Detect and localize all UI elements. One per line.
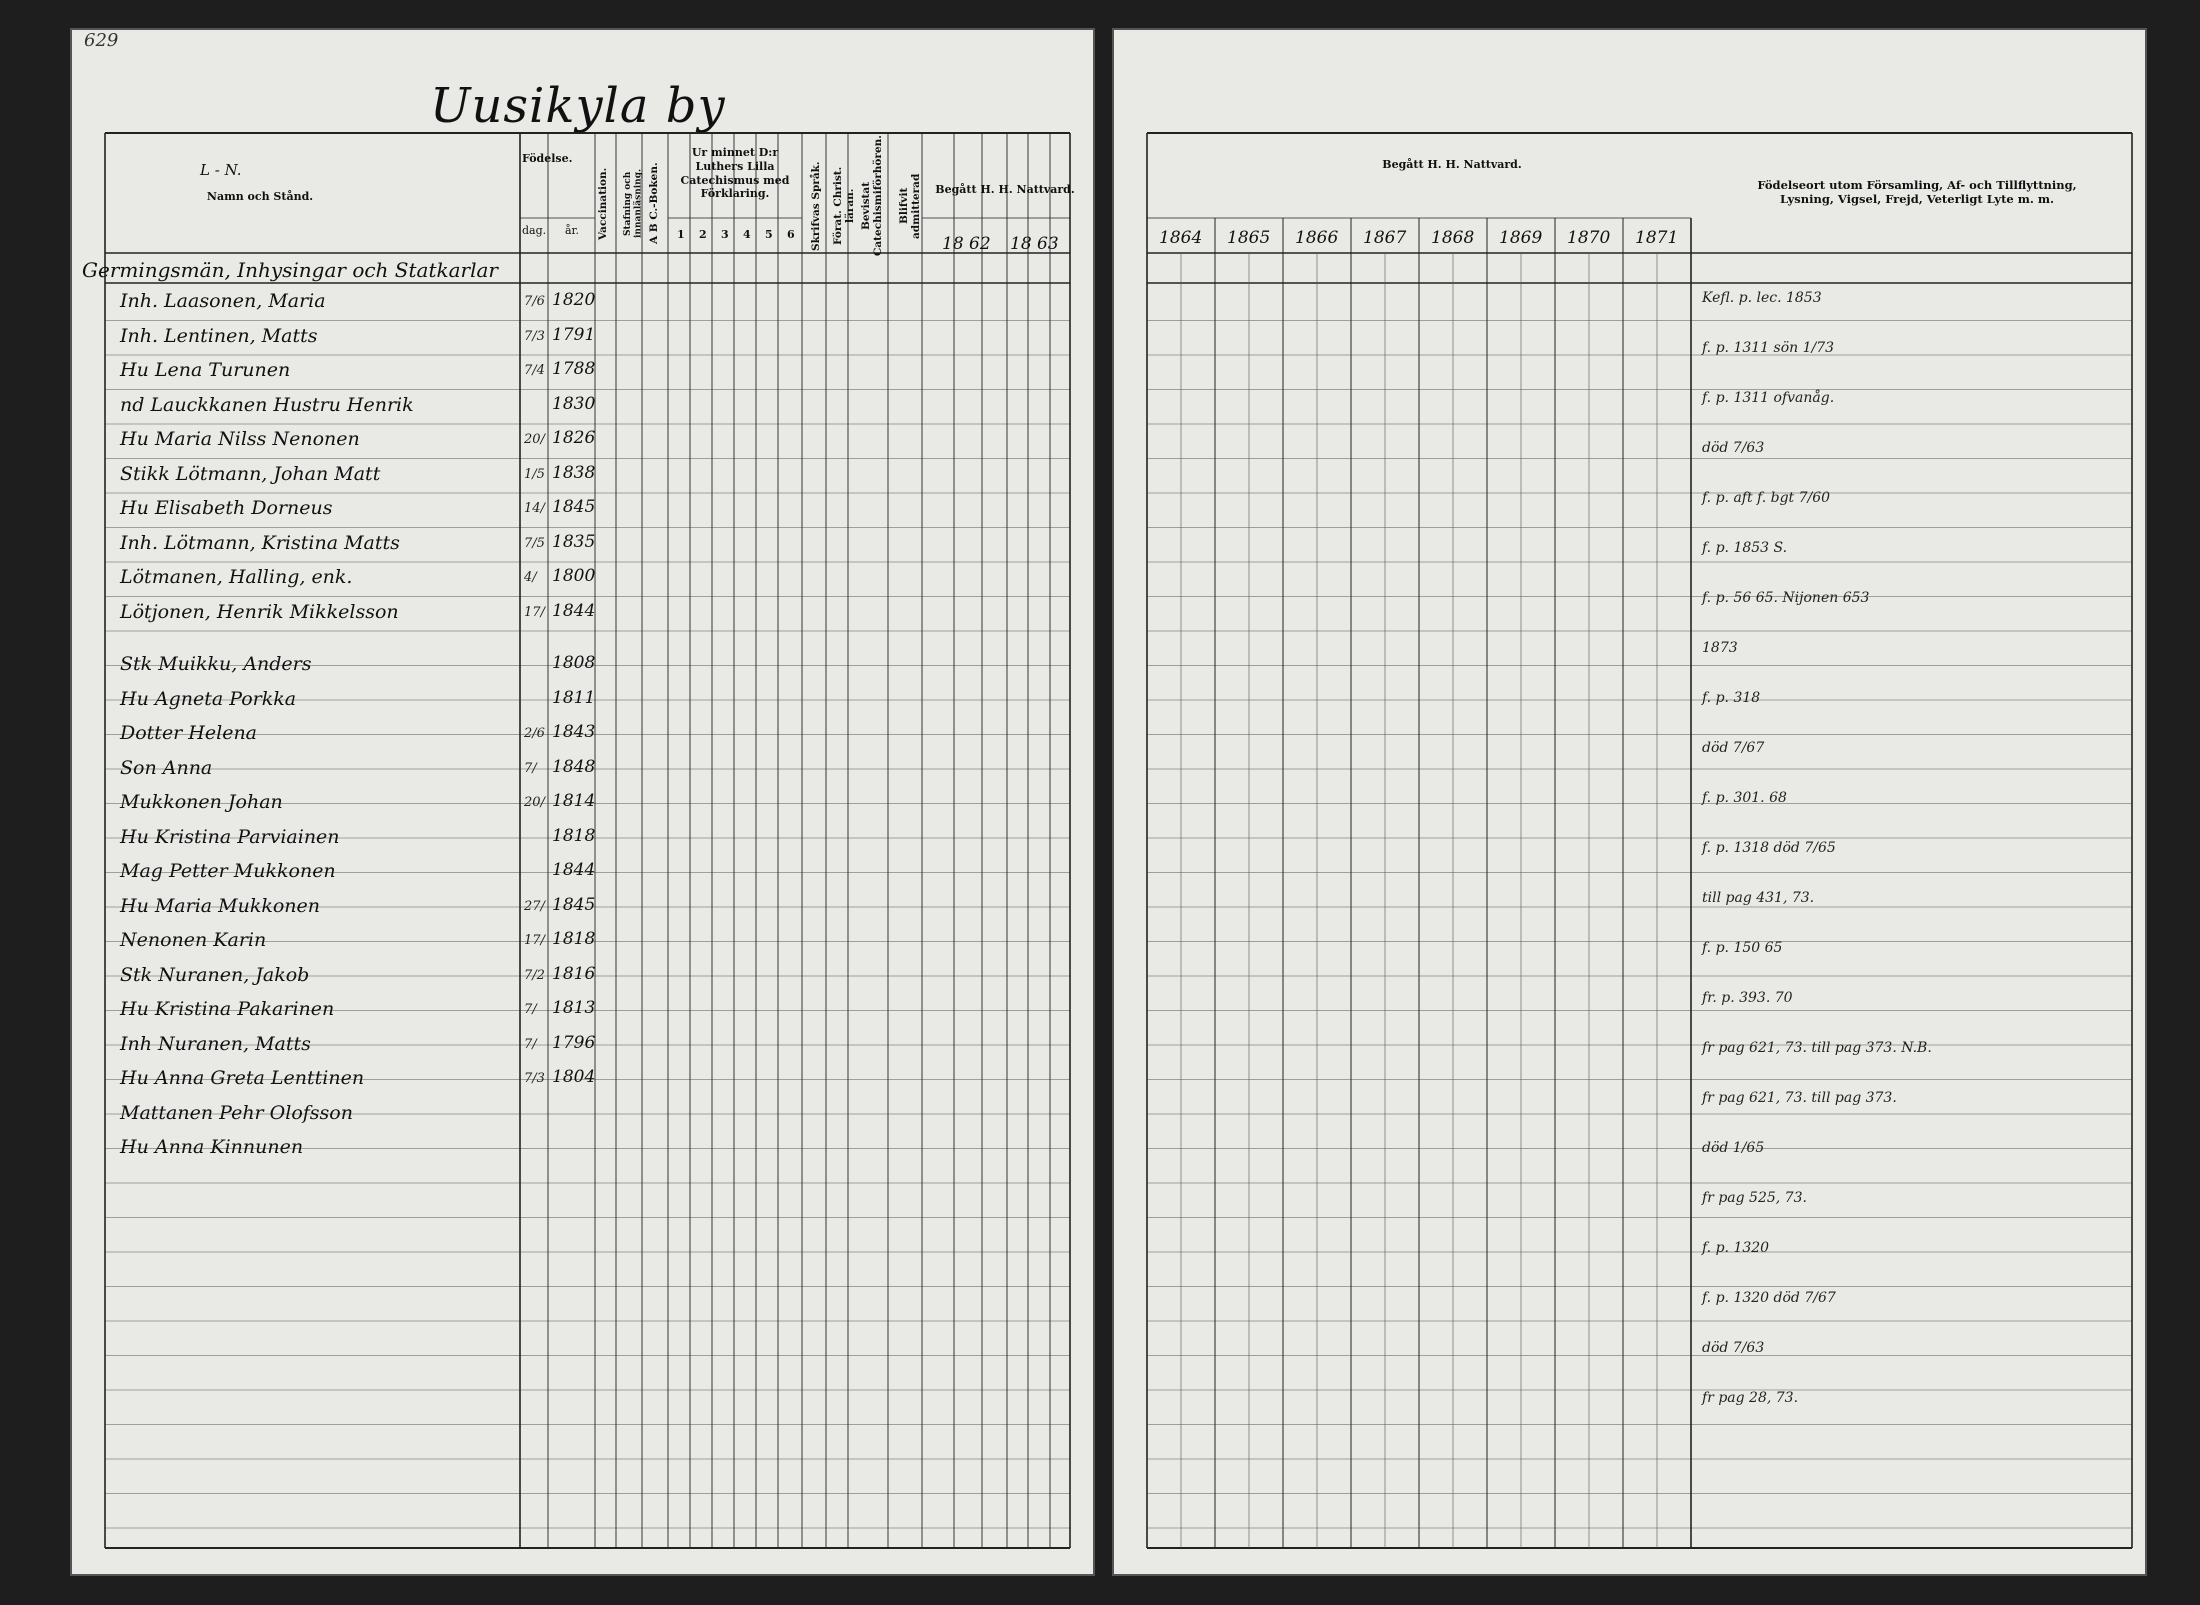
birth-day: 27/ bbox=[524, 898, 545, 914]
birth-year: 1811 bbox=[552, 687, 596, 708]
remark-entry: fr pag 621, 73. till pag 373. bbox=[1702, 1090, 1897, 1106]
birth-year: 1845 bbox=[552, 497, 596, 517]
birth-year: 1848 bbox=[552, 756, 596, 777]
remark-entry: fr pag 28, 73. bbox=[1702, 1390, 1799, 1406]
left-ledger-page bbox=[70, 28, 1095, 1576]
year-header: 1868 bbox=[1431, 228, 1475, 248]
remark-entry: f. p. 1320 bbox=[1702, 1240, 1770, 1256]
person-name: Hu Elisabeth Dorneus bbox=[120, 497, 333, 519]
person-name: Inh. Lentinen, Matts bbox=[120, 324, 318, 347]
page-number: 629 bbox=[84, 30, 119, 51]
year-header: 1865 bbox=[1227, 228, 1271, 248]
birth-day: 7/2 bbox=[524, 967, 545, 983]
person-name: Stk Nuranen, Jakob bbox=[120, 963, 310, 986]
birth-day: 7/ bbox=[524, 1036, 537, 1052]
person-name: Stk Muikku, Anders bbox=[120, 653, 312, 675]
birth-day: 17/ bbox=[524, 604, 545, 620]
birth-day: 4/ bbox=[524, 570, 537, 585]
catechismus-header: Ur minnet D:r Luthers Lilla Catechismus med Förklaring. bbox=[680, 146, 790, 201]
birth-year: 1791 bbox=[552, 324, 596, 345]
ar-header: år. bbox=[564, 224, 580, 237]
blifvit-header: Blifvit admitterad bbox=[898, 173, 923, 239]
birth-year: 1818 bbox=[552, 929, 596, 949]
birth-day: 2/6 bbox=[524, 726, 545, 741]
person-name: Son Anna bbox=[120, 756, 213, 779]
bevistat-header: Bevistat Catechismiförhören. bbox=[860, 135, 885, 256]
skrifvas-header: Skrifvas Språk. bbox=[810, 161, 822, 251]
fodelseort-header: Födelseort utom Församling, Af- och Tillflyttning, Lysning, Vigsel, Frejd, Veterligt Lyte m. m. bbox=[1757, 178, 2077, 207]
vaccination-header: Vaccination. bbox=[597, 167, 609, 240]
person-name: Inh. Lötmann, Kristina Matts bbox=[120, 531, 400, 554]
person-name: Hu Kristina Parviainen bbox=[120, 825, 340, 848]
year-header: 1864 bbox=[1159, 228, 1203, 248]
birth-year: 1788 bbox=[552, 359, 596, 379]
birth-day: 14/ bbox=[524, 501, 545, 516]
birth-year: 1830 bbox=[552, 393, 596, 414]
stafning-header: Stafning och innanläsning. bbox=[623, 168, 644, 239]
birth-year: 1813 bbox=[552, 998, 596, 1018]
birth-year: 1800 bbox=[552, 566, 596, 586]
fodelse-header: Födelse. bbox=[522, 152, 573, 165]
cat-col-6: 6 bbox=[787, 228, 795, 241]
year-1862: 18 62 bbox=[942, 234, 991, 254]
abc-header: A B C.-Boken. bbox=[648, 162, 660, 245]
birth-year: 1844 bbox=[552, 600, 596, 621]
remark-entry: f. p. 56 65. Nijonen 653 bbox=[1702, 590, 1870, 606]
person-name: Inh. Laasonen, Maria bbox=[120, 290, 326, 312]
remark-entry: f. p. aft f. bgt 7/60 bbox=[1702, 490, 1831, 506]
birth-year: 1814 bbox=[552, 791, 596, 811]
year-header: 1870 bbox=[1567, 228, 1611, 248]
birth-day: 20/ bbox=[524, 795, 545, 810]
birth-day: 1/5 bbox=[524, 466, 545, 482]
right-ruling-grid bbox=[1112, 28, 2147, 1576]
birth-year: 1844 bbox=[552, 860, 596, 880]
right-ledger-page bbox=[1112, 28, 2147, 1576]
birth-year: 1835 bbox=[552, 531, 596, 552]
birth-year: 1804 bbox=[552, 1067, 596, 1087]
cat-col-2: 2 bbox=[699, 228, 707, 241]
remark-entry: f. p. 1311 ofvanåg. bbox=[1702, 390, 1835, 406]
birth-day: 17/ bbox=[524, 933, 545, 948]
birth-day: 7/4 bbox=[524, 363, 545, 378]
person-name: Lötmanen, Halling, enk. bbox=[120, 566, 353, 588]
remark-entry: fr. p. 393. 70 bbox=[1702, 990, 1793, 1006]
year-header: 1869 bbox=[1499, 228, 1543, 248]
dag-header: dag. bbox=[522, 224, 547, 237]
birth-day: 7/3 bbox=[524, 328, 545, 344]
remark-entry: fr pag 525, 73. bbox=[1702, 1190, 1807, 1206]
remark-entry: Kefl. p. lec. 1853 bbox=[1702, 290, 1822, 306]
remark-entry: f. p. 318 bbox=[1702, 690, 1761, 706]
remark-entry: död 7/63 bbox=[1702, 440, 1765, 456]
person-name: Inh Nuranen, Matts bbox=[120, 1032, 311, 1055]
birth-day: 7/5 bbox=[524, 535, 545, 551]
cat-col-1: 1 bbox=[677, 228, 685, 241]
section-heading: Germingsmän, Inhysingar och Statkarlar bbox=[82, 258, 498, 282]
remark-entry: f. p. 150 65 bbox=[1702, 940, 1783, 956]
year-header: 1866 bbox=[1295, 228, 1339, 248]
person-name: Nenonen Karin bbox=[120, 929, 267, 951]
person-name: Hu Anna Greta Lenttinen bbox=[120, 1067, 365, 1089]
person-name: Hu Anna Kinnunen bbox=[120, 1136, 304, 1158]
cat-col-4: 4 bbox=[743, 228, 751, 241]
birth-year: 1826 bbox=[552, 428, 596, 448]
person-name: Mattanen Pehr Olofsson bbox=[120, 1101, 353, 1124]
remark-entry: till pag 431, 73. bbox=[1702, 890, 1815, 906]
birth-year: 1816 bbox=[552, 963, 596, 984]
person-name: Hu Agneta Porkka bbox=[120, 687, 297, 710]
name-column-note: L - N. bbox=[200, 161, 242, 179]
right-begatt-header: Begått H. H. Nattvard. bbox=[1382, 158, 1522, 171]
birth-year: 1808 bbox=[552, 653, 596, 673]
year-1863: 18 63 bbox=[1010, 234, 1059, 254]
birth-year: 1820 bbox=[552, 290, 596, 310]
birth-day: 7/ bbox=[524, 760, 537, 776]
remark-entry: f. p. 1853 S. bbox=[1702, 540, 1788, 556]
name-column-header: Namn och Stånd. bbox=[206, 190, 314, 203]
person-name: nd Lauckkanen Hustru Henrik bbox=[120, 393, 414, 416]
year-header: 1871 bbox=[1635, 228, 1679, 248]
remark-entry: f. p. 1318 död 7/65 bbox=[1702, 840, 1836, 856]
forst-christ-header: Förat. Christ. läran. bbox=[832, 166, 857, 246]
birth-year: 1843 bbox=[552, 722, 596, 742]
birth-day: 7/3 bbox=[524, 1071, 545, 1086]
birth-day: 7/6 bbox=[524, 294, 545, 309]
birth-year: 1818 bbox=[552, 825, 596, 846]
cat-col-5: 5 bbox=[765, 228, 773, 241]
remark-entry: f. p. 301. 68 bbox=[1702, 790, 1787, 806]
remark-entry: f. p. 1320 död 7/67 bbox=[1702, 1290, 1836, 1306]
person-name: Stikk Lötmann, Johan Matt bbox=[120, 462, 381, 485]
person-name: Dotter Helena bbox=[120, 722, 258, 744]
remark-entry: död 1/65 bbox=[1702, 1140, 1765, 1156]
begatt-header: Begått H. H. Nattvard. bbox=[935, 183, 1075, 196]
person-name: Lötjonen, Henrik Mikkelsson bbox=[120, 600, 399, 623]
remark-entry: död 7/63 bbox=[1702, 1340, 1765, 1356]
person-name: Hu Kristina Pakarinen bbox=[120, 998, 335, 1020]
person-name: Hu Maria Mukkonen bbox=[120, 894, 321, 917]
birth-year: 1838 bbox=[552, 462, 596, 483]
person-name: Hu Maria Nilss Nenonen bbox=[120, 428, 360, 450]
birth-year: 1845 bbox=[552, 894, 596, 915]
remark-entry: död 7/67 bbox=[1702, 740, 1765, 756]
birth-day: 20/ bbox=[524, 432, 545, 447]
birth-year: 1796 bbox=[552, 1032, 596, 1053]
remark-entry: f. p. 1311 sön 1/73 bbox=[1702, 340, 1835, 356]
birth-day: 7/ bbox=[524, 1002, 537, 1017]
year-header: 1867 bbox=[1363, 228, 1407, 248]
remark-entry: 1873 bbox=[1702, 640, 1738, 656]
village-title: Uusikyla by bbox=[430, 78, 726, 134]
remark-entry: fr pag 621, 73. till pag 373. N.B. bbox=[1702, 1040, 1932, 1056]
cat-col-3: 3 bbox=[721, 228, 729, 241]
person-name: Mag Petter Mukkonen bbox=[120, 860, 336, 882]
person-name: Mukkonen Johan bbox=[120, 791, 283, 813]
person-name: Hu Lena Turunen bbox=[120, 359, 291, 381]
